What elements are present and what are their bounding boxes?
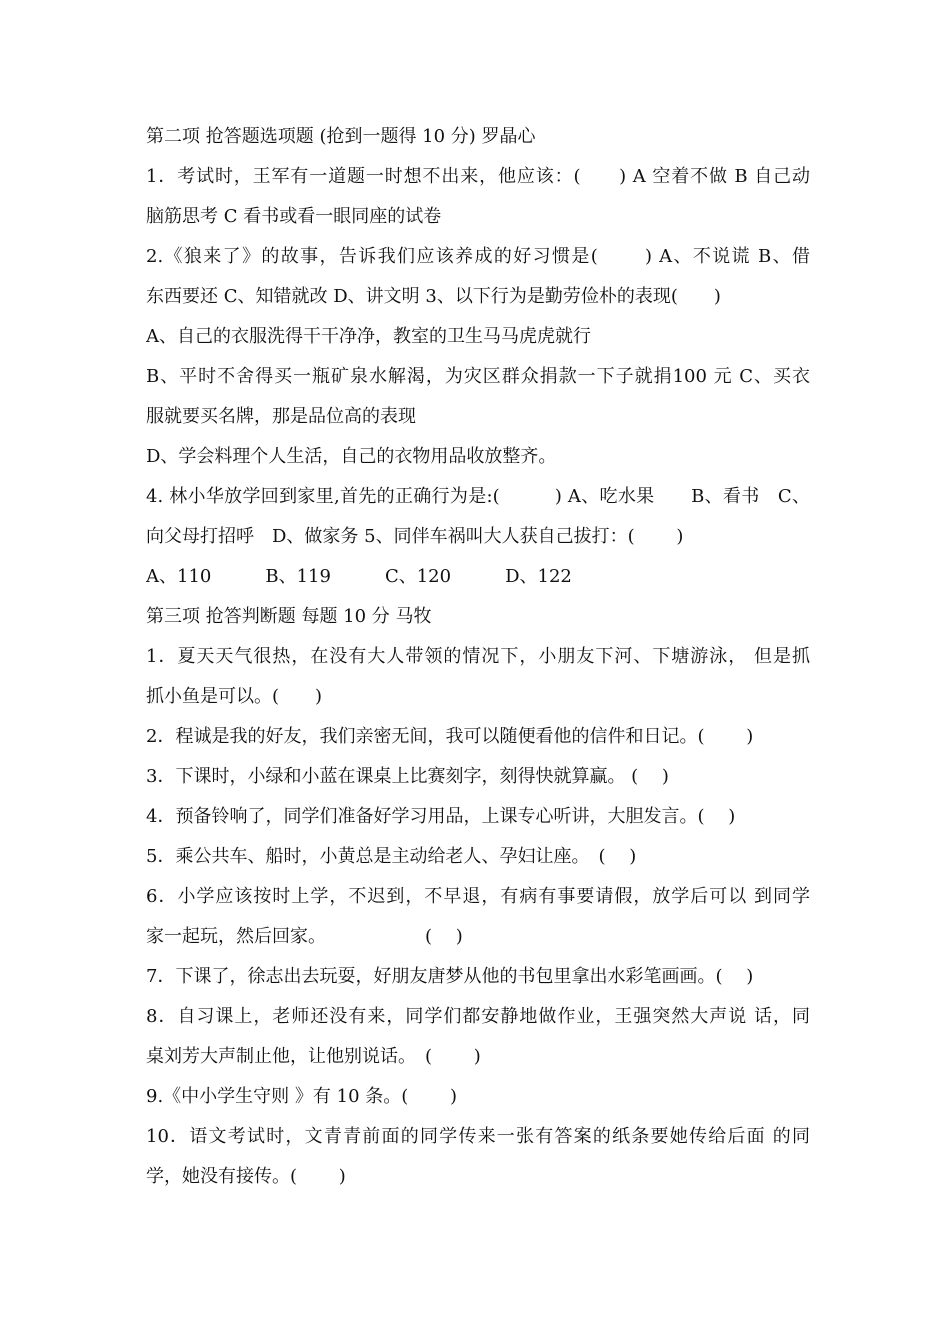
text-line: 1．考试时，王军有一道题一时想不出来，他应该：( ) A 空着不做 B 自己动 bbox=[146, 166, 810, 187]
text-line: 2．程诚是我的好友，我们亲密无间，我可以随便看他的信件和日记。( ) bbox=[146, 726, 754, 747]
text-line: 8．自习课上，老师还没有来，同学们都安静地做作业，王强突然大声说 话，同 bbox=[146, 1006, 810, 1027]
text-line: 1．夏天天气很热，在没有大人带领的情况下，小朋友下河、下塘游泳， 但是抓 bbox=[146, 646, 810, 667]
text-line: 东西要还 C、知错就改 D、讲文明 3、以下行为是勤劳俭朴的表现( ) bbox=[146, 286, 721, 307]
text-line: 7．下课了，徐志出去玩耍，好朋友唐梦从他的书包里拿出水彩笔画画。( ) bbox=[146, 966, 754, 987]
text-line: 服就要买名牌，那是品位高的表现 bbox=[146, 406, 416, 427]
text-line: 向父母打招呼 D、做家务 5、同伴车祸叫大人获自己拔打：( ) bbox=[146, 526, 684, 547]
text-line: 桌刘芳大声制止他，让他别说话。 ( ) bbox=[146, 1046, 481, 1067]
text-line: 5．乘公共车、船时，小黄总是主动给老人、孕妇让座。 ( ) bbox=[146, 846, 637, 867]
document-page bbox=[146, 117, 810, 1197]
text-line: A、自己的衣服洗得干干净净，教室的卫生马马虎虎就行 bbox=[146, 326, 591, 347]
text-line: 4．预备铃响了，同学们准备好学习用品，上课专心听讲，大胆发言。( ) bbox=[146, 806, 736, 827]
text-line: 10．语文考试时，文青青前面的同学传来一张有答案的纸条要她传给后面 的同 bbox=[146, 1126, 810, 1147]
text-line: 抓小鱼是可以。( ) bbox=[146, 686, 323, 707]
text-line: 9.《中小学生守则 》有 10 条。( ) bbox=[146, 1086, 458, 1107]
text-line: 第二项 抢答题选项题 (抢到一题得 10 分) 罗晶心 bbox=[146, 126, 536, 147]
text-line: B、平时不舍得买一瓶矿泉水解渴，为灾区群众捐款一下子就捐100 元 C、买衣 bbox=[146, 366, 810, 387]
text-line: A、110 B、119 C、120 D、122 bbox=[146, 566, 572, 587]
text-line: 3．下课时，小绿和小蓝在课桌上比赛刻字，刻得快就算赢。 ( ) bbox=[146, 766, 669, 787]
text-line: 学，她没有接传。( ) bbox=[146, 1166, 346, 1187]
text-line: 家一起玩，然后回家。 ( ) bbox=[146, 926, 463, 947]
text-line: 6．小学应该按时上学，不迟到，不早退，有病有事要请假，放学后可以 到同学 bbox=[146, 886, 810, 907]
text-line: 脑筋思考 C 看书或看一眼同座的试卷 bbox=[146, 206, 442, 227]
text-line: D、学会料理个人生活，自己的衣物用品收放整齐。 bbox=[146, 446, 557, 467]
text-line: 第三项 抢答判断题 每题 10 分 马牧 bbox=[146, 606, 432, 627]
text-line: 4. 林小华放学回到家里,首先的正确行为是:( ) A、吃水果 B、看书 C、 bbox=[146, 486, 810, 507]
text-line: 2.《狼来了》的故事，告诉我们应该养成的好习惯是( ) A、不说谎 B、借 bbox=[146, 246, 810, 267]
